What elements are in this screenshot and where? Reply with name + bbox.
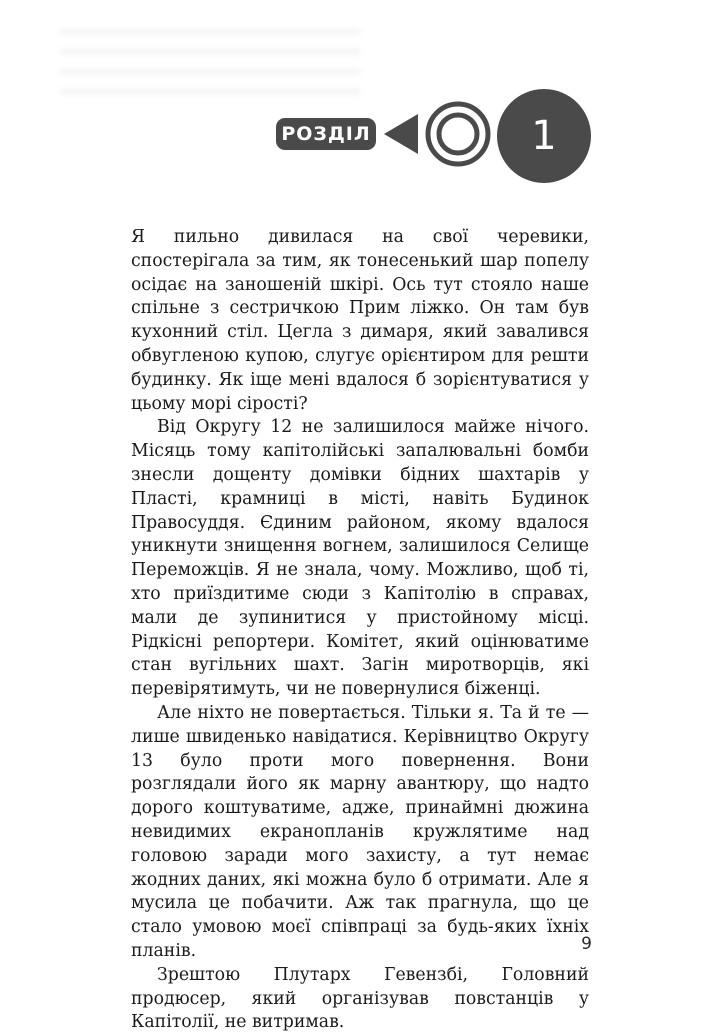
arrow-left-icon (384, 114, 418, 154)
paragraph: Зрештою Плутарх Гевензбі, Головний продюсер, який організував повстанців у Капітолії, не витримав. (131, 964, 589, 1033)
chapter-number: 1 (497, 89, 591, 183)
chapter-header (0, 0, 720, 200)
paragraph: Я пильно дивилася на свої черевики, спостерігала за тим, як тонесенький шар попелу осідає на заношеній шкірі. Ось тут стояло наше спільне з сестричкою Прим ліжко. Он там був кухонний стіл. Цегла з димаря, який завалився обвугленою купою, слугує орієнтиром для решти будинку. Як іще мені вдалося б зорієнтуватися у цьому морі сірості? (131, 227, 589, 414)
paragraph: Від Округу 12 не залишилося майже нічого. Місяць тому капітолійські запалювальні бомби знесли дощенту домівки бідних шахтарів у Пласті, крамниці в місті, навіть Будинок Правосуддя. Єдиним районом, якому вдалося уникнути знищення вогнем, залишилося Селище Переможців. Я не знала, чому. Можливо, щоб ті, хто приїздитиме сюди з Капітолію в справах, мали де зупинитися у пристойному місці. Рідкісні репортери. Комітет, який оцінюватиме стан вугільних шахт. Загін миротворців, які перевірятимуть, чи не повернулися біженці. (131, 417, 589, 700)
chapter-label-badge: РОЗДІЛ (276, 118, 376, 150)
paragraph: Але ніхто не повертається. Тільки я. Та й те — лише швиденько навідатися. Керівництво Округу 13 було проти мого повернення. Вони розглядали його як марну авантюру, що надто дорого коштуватиме, адже, принаймні дюжина невидимих екранопланів кружлятиме над головою заради мого захисту, а тут немає жодних даних, які можна було б отримати. Але я мусила це побачити. Аж так прагнула, що це стало умовою моєї співпраці за будь-яких їхніх планів. (131, 702, 589, 961)
page-number: 9 (581, 934, 592, 954)
chapter-text (131, 226, 589, 1035)
concentric-rings-icon (425, 101, 491, 167)
